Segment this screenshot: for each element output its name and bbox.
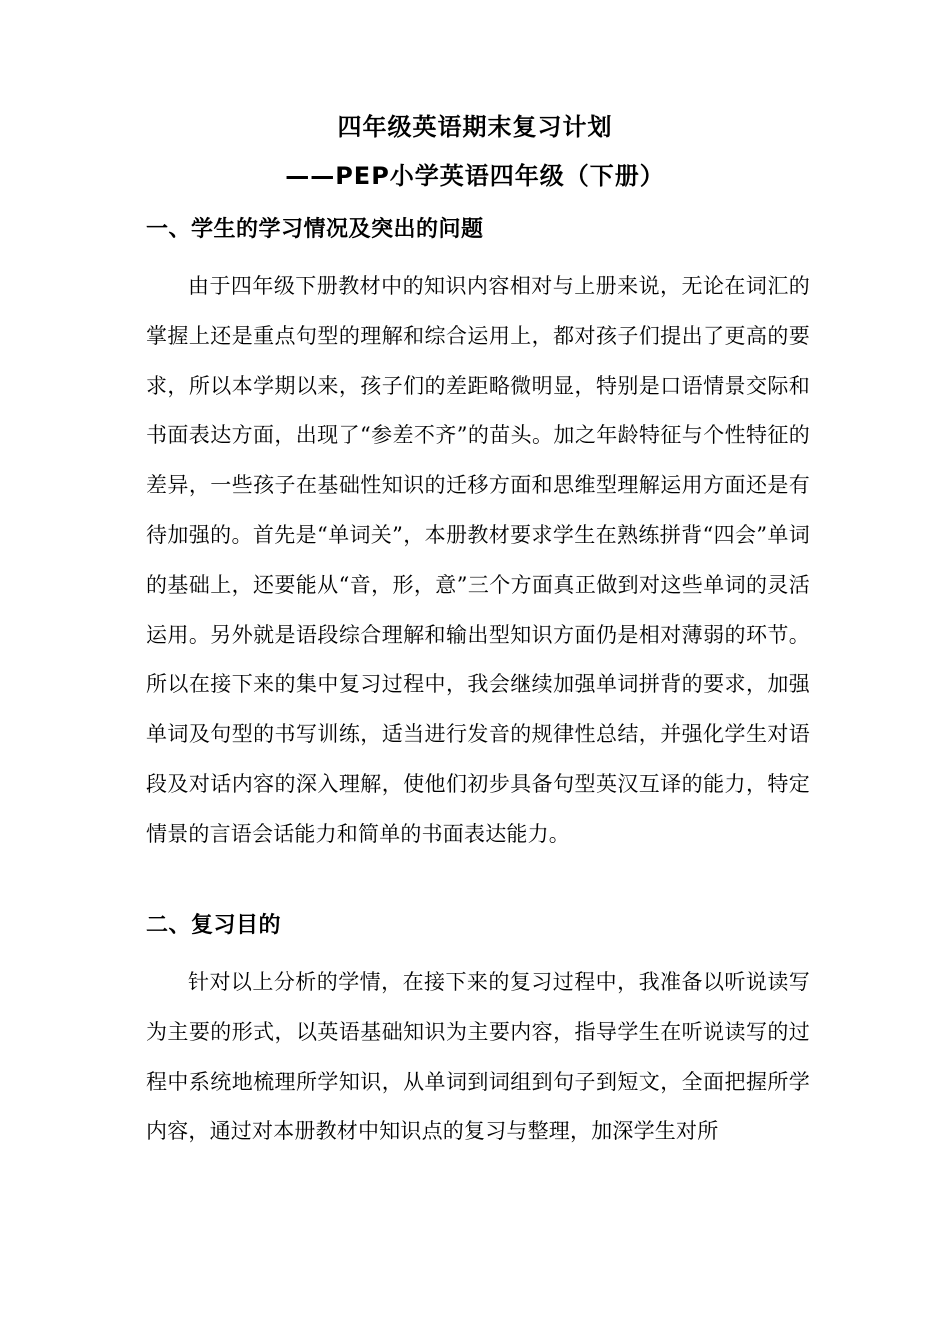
section-heading-review-purpose: 二、复习目的 [146, 913, 282, 938]
document-title: 四年级英语期末复习计划 [337, 113, 613, 141]
section-paragraph-learning-situation: 由于四年级下册教材中的知识内容相对与上册来说，无论在词汇的掌握上还是重点句型的理解和综合运用上，都对孩子们提出了更高的要求，所以本学期以来，孩子们的差距略微明显，特别是口语情景交际和书面表达方面，出现了“参差不齐”的苗头。加之年龄特征与个性特征的差异，一些孩子在基础性知识的迁移方面和思维型理解运用方面还是有待加强的。首先是“单词关”，本册教材要求学生在熟练拼背“四会”单词的基础上，还要能从“音，形，意”三个方面真正做到对这些单词的灵活运用。另外就是语段综合理解和输出型知识方面仍是相对薄弱的环节。所以在接下来的集中复习过程中，我会继续加强单词拼背的要求，加强单词及句型的书写训练，适当进行发音的规律性总结，并强化学生对语段及对话内容的深入理解，使他们初步具备句型英汉互译的能力，特定情景的言语会话能力和简单的书面表达能力。 [146, 274, 810, 846]
section-heading-learning-situation: 一、学生的学习情况及突出的问题 [146, 217, 484, 242]
section-paragraph-review-purpose: 针对以上分析的学情，在接下来的复习过程中，我准备以听说读写为主要的形式，以英语基础知识为主要内容，指导学生在听说读写的过程中系统地梳理所学知识，从单词到词组到句子到短文，全面把握所学内容，通过对本册教材中知识点的复习与整理，加深学生对所 [146, 970, 810, 1144]
document-subtitle: ——PEP小学英语四年级（下册） [285, 162, 665, 190]
